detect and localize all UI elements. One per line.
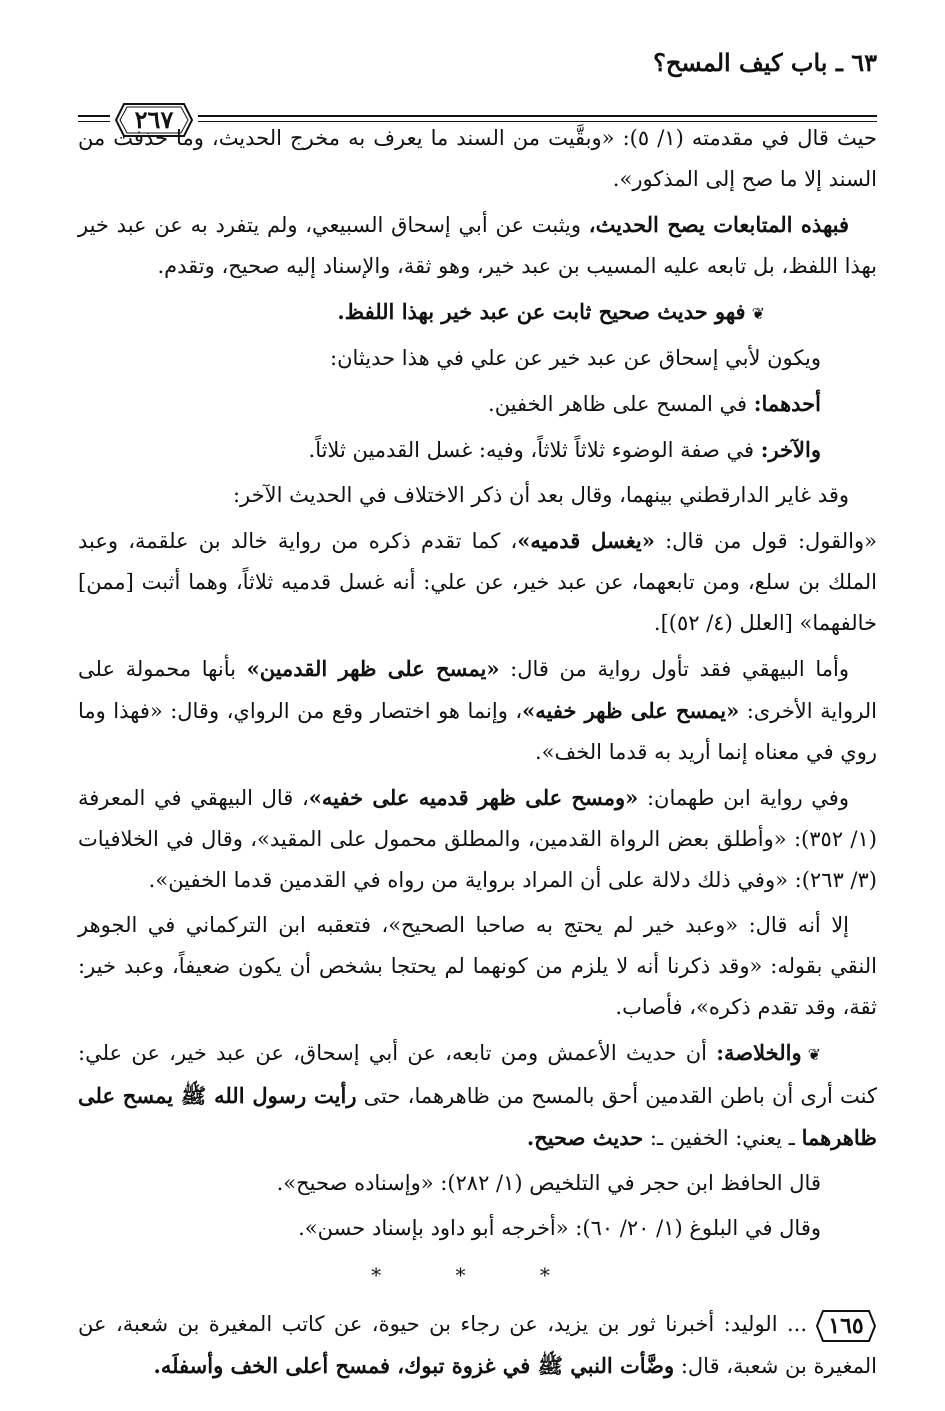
- leaf-marker-icon: ❦: [807, 1045, 821, 1064]
- leaf-marker-icon: ❦: [751, 304, 765, 323]
- summary-paragraph: ❦والخلاصة: أن حديث الأعمش ومن تابعه، عن أبي إسحاق، عن عبد خير، عن علي: كنت أرى أن باطن القدمين أحق بالمسح من ظاهرهما، حتى رأيت رسول الله ﷺ يمسح على ظاهرهما ـ يعني: الخفين ـ: حديث صحيح.: [78, 1032, 877, 1159]
- header-rule: [78, 115, 110, 117]
- section-separator: * * *: [371, 1263, 584, 1287]
- paragraph: إلا أنه قال: «وعبد خير لم يحتج به صاحبا الصحيح»، فتعقبه ابن التركماني في الجوهر النقي بقوله: «وقد ذكرنا أنه لا يلزم من كونهما لم يحتجا بشخص أن يكون ضعيفاً، وعبد خير: ثقة، وقد تقدم ذكره»، فأصاب.: [78, 913, 877, 1019]
- hadith-number-badge: ١٦٥: [815, 1309, 877, 1343]
- conclusion-line: ❦فهو حديث صحيح ثابت عن عبد خير بهذا اللفظ.: [78, 291, 877, 334]
- paragraph: وفي رواية ابن طهمان: «ومسح على ظهر قدميه على خفيه»، قال البيهقي في المعرفة (١/ ٣٥٢): «وأطلق بعض الرواة القدمين، والمطلق محمول على المقيد»، وقال في الخلافيات (٣/ ٢٦٣): «وفي ذلك دلالة على أن المراد برواية من رواه في القدمين قدما الخفين».: [78, 785, 877, 892]
- paragraph: وقد غاير الدارقطني بينهما، وقال بعد أن ذكر الاختلاف في الحديث الآخر:: [232, 483, 849, 507]
- bold-phrase: فبهذه المتابعات يصح الحديث،: [588, 212, 849, 237]
- paragraph: والآخر: في صفة الوضوء ثلاثاً ثلاثاً، وفيه: غسل القدمين ثلاثاً.: [308, 437, 821, 462]
- page-number: ٢٦٧: [134, 105, 174, 134]
- page-body: [78, 118, 877, 1391]
- hadith-paragraph: ١٦٥ ... الوليد: أخبرنا ثور بن يزيد، عن رجاء بن حيوة، عن كاتب المغيرة بن شعبة، عن المغيرة بن شعبة، قال: وضَّأت النبي ﷺ في غزوة تبوك، فمسح أعلى الخف وأسفلَه.: [78, 1304, 877, 1387]
- paragraph: ويكون لأبي إسحاق عن عبد خير عن علي في هذا حديثان:: [330, 346, 821, 370]
- page-header: [78, 48, 877, 134]
- header-rule: [198, 115, 877, 117]
- quote-paragraph: «والقول: قول من قال: «يغسل قدميه»، كما تقدم ذكره من رواية خالد بن علقمة، وعبد الملك بن سلع، ومن تابعهما، عن عبد خير، عن علي: أنه غسل قدميه ثلاثاً، وهما أثبت [ممن] خالفهما» [العلل (٤/ ٥٢)].: [78, 528, 877, 635]
- paragraph: وأما البيهقي فقد تأول رواية من قال: «يمسح على ظهر القدمين» بأنها محمولة على الرواية الأخرى: «يمسح على ظهر خفيه»، وإنما هو اختصار وقع من الرواي، وقال: «فهذا وما روي في معناه إنما أريد به قدما الخف».: [78, 656, 878, 764]
- paragraph: فبهذه المتابعات يصح الحديث، ويثبت عن أبي إسحاق السبيعي، ولم يتفرد به عن عبد خير بهذا اللفظ، بل تابعه عليه المسيب بن عبد خير، وهو ثقة، والإسناد إليه صحيح، وتقدم.: [78, 212, 877, 278]
- paragraph: وقال في البلوغ (١/ ٢٠/ ٦٠): «أخرجه أبو داود بإسناد حسن».: [298, 1216, 821, 1240]
- paragraph: أحدهما: في المسح على ظاهر الخفين.: [488, 391, 821, 416]
- paragraph: حيث قال في مقدمته (١/ ٥): «وبقَّيت من السند ما يعرف به مخرج الحديث، وما حذفت من السند إلا ما صح إلى المذكور».: [78, 126, 877, 191]
- paragraph: قال الحافظ ابن حجر في التلخيص (١/ ٢٨٢): «وإسناده صحيح».: [276, 1171, 821, 1195]
- chapter-title: ٦٣ ـ باب كيف المسح؟: [653, 48, 877, 77]
